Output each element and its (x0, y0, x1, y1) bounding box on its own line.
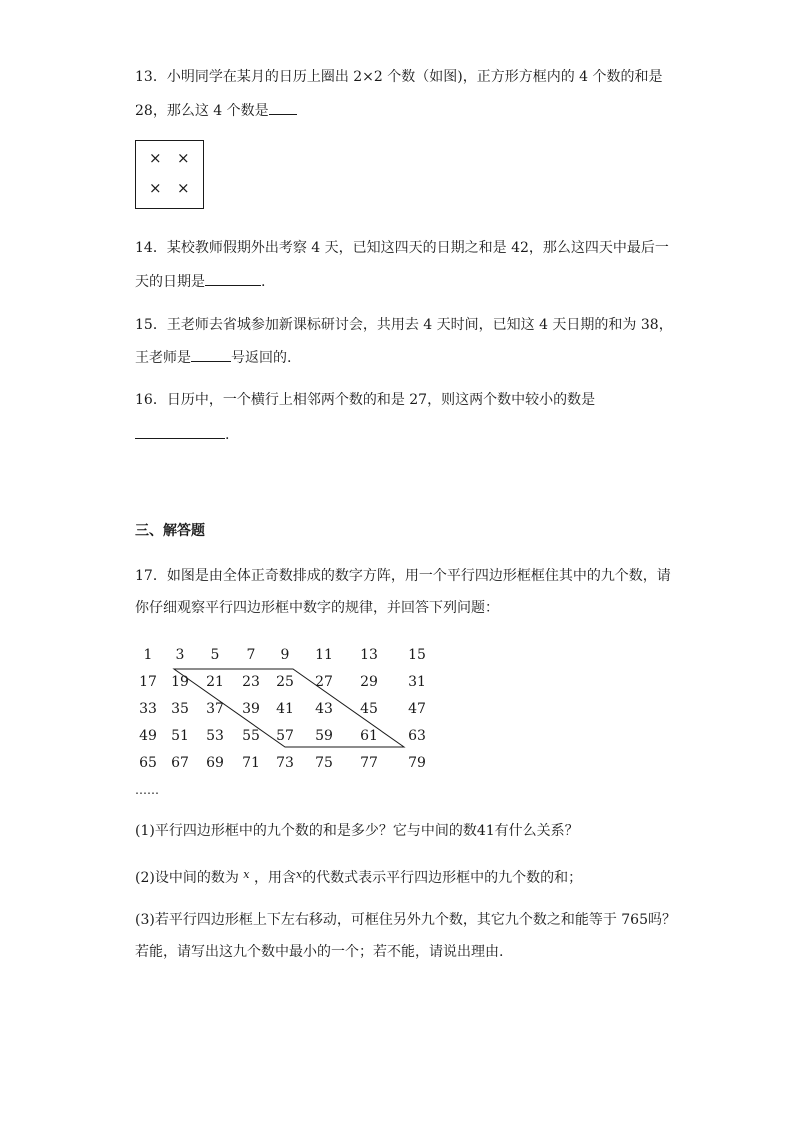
variable-x: x (243, 868, 250, 881)
grid-cell: 21 (206, 674, 224, 690)
grid-cell: 29 (360, 674, 378, 690)
q15-line2-suffix: 号返回的. (231, 350, 292, 366)
grid-cell: 43 (315, 701, 333, 717)
q15-line1: 15．王老师去省城参加新课标研讨会，共用去 4 天时间，已知这 4 天日期的和为 38， (135, 317, 673, 333)
q14-line2-text: 天的日期是 (135, 274, 205, 290)
q17-sub2 (135, 865, 582, 888)
grid-cell: 19 (171, 674, 189, 690)
grid-cell: 49 (139, 728, 157, 744)
q17-sub2-text-c: 的代数式表示平行四边形框中的九个数的和； (302, 870, 583, 886)
cross-mark: × (177, 179, 190, 197)
grid-cell: 3 (175, 647, 185, 663)
grid-cell: 65 (139, 755, 157, 771)
grid-cell: 55 (242, 728, 260, 744)
q17-sub1: (1)平行四边形框中的九个数的和是多少？它与中间的数41有什么关系？ (135, 823, 579, 839)
grid-cell: 79 (408, 755, 426, 771)
grid-cell: 35 (171, 701, 189, 717)
grid-ellipsis: …… (135, 783, 159, 797)
cross-mark: × (149, 179, 162, 197)
q13-line2-text: 28，那么这 4 个数是 (135, 103, 269, 119)
q16-period: . (225, 427, 230, 443)
q17-sub3-line1: (3)若平行四边形框上下左右移动，可框住另外九个数，其它九个数之和能等于 765吗？ (135, 912, 677, 928)
grid-cell: 33 (139, 701, 157, 717)
grid-cell: 75 (315, 755, 333, 771)
grid-cell: 47 (408, 701, 426, 717)
q14-line1: 14．某校教师假期外出考察 4 天，已知这四天的日期之和是 42，那么这四天中最后一 (135, 240, 669, 256)
grid-cell: 17 (139, 674, 157, 690)
grid-cell: 45 (360, 701, 378, 717)
grid-cell: 37 (206, 701, 224, 717)
grid-cell: 67 (171, 755, 189, 771)
q15-line2-text: 王老师是 (135, 350, 191, 366)
grid-cell: 53 (206, 728, 224, 744)
grid-cell: 41 (276, 701, 294, 717)
grid-cell: 7 (246, 647, 256, 663)
grid-cell: 13 (360, 647, 378, 663)
grid-cell: 63 (408, 728, 426, 744)
grid-cell: 11 (315, 647, 333, 663)
grid-cell: 77 (360, 755, 378, 771)
cross-mark: × (149, 149, 162, 167)
q17-sub2-text-a: (2)设中间的数为 (135, 870, 239, 886)
grid-cell: 61 (360, 728, 378, 744)
variable-x: x (295, 868, 303, 881)
grid-cell: 15 (408, 647, 426, 663)
grid-cell: 59 (315, 728, 333, 744)
grid-cell: 1 (143, 647, 153, 663)
section-title: 三、解答题 (135, 523, 205, 539)
grid-cell: 57 (276, 728, 294, 744)
grid-cell: 25 (276, 674, 294, 690)
grid-cell: 71 (242, 755, 260, 771)
grid-cell: 27 (315, 674, 333, 690)
grid-cell: 73 (276, 755, 294, 771)
grid-cell: 9 (280, 647, 290, 663)
q17-sub2-text-b: ，用含 (253, 870, 296, 886)
q17-line1: 17．如图是由全体正奇数排成的数字方阵，用一个平行四边形框框住其中的九个数，请 (135, 568, 671, 584)
grid-cell: 51 (171, 728, 189, 744)
grid-cell: 31 (408, 674, 426, 690)
grid-cell: 5 (210, 647, 220, 663)
grid-cell: 69 (206, 755, 224, 771)
q17-sub3-line2: 若能，请写出这九个数中最小的一个；若不能，请说出理由. (135, 944, 504, 960)
q13-line1: 13．小明同学在某月的日历上圈出 2×2 个数（如图)，正方形方框内的 4 个数的和是 (135, 69, 663, 85)
q16-line1: 16．日历中，一个横行上相邻两个数的和是 27，则这两个数中较小的数是 (135, 392, 596, 408)
q14-period: . (261, 274, 266, 290)
cross-mark: × (177, 149, 190, 167)
q17-line2: 你仔细观察平行四边形框中数字的规律，并回答下列问题： (135, 600, 499, 616)
grid-cell: 39 (242, 701, 260, 717)
parallelogram-outline (174, 669, 404, 747)
grid-cell: 23 (242, 674, 260, 690)
